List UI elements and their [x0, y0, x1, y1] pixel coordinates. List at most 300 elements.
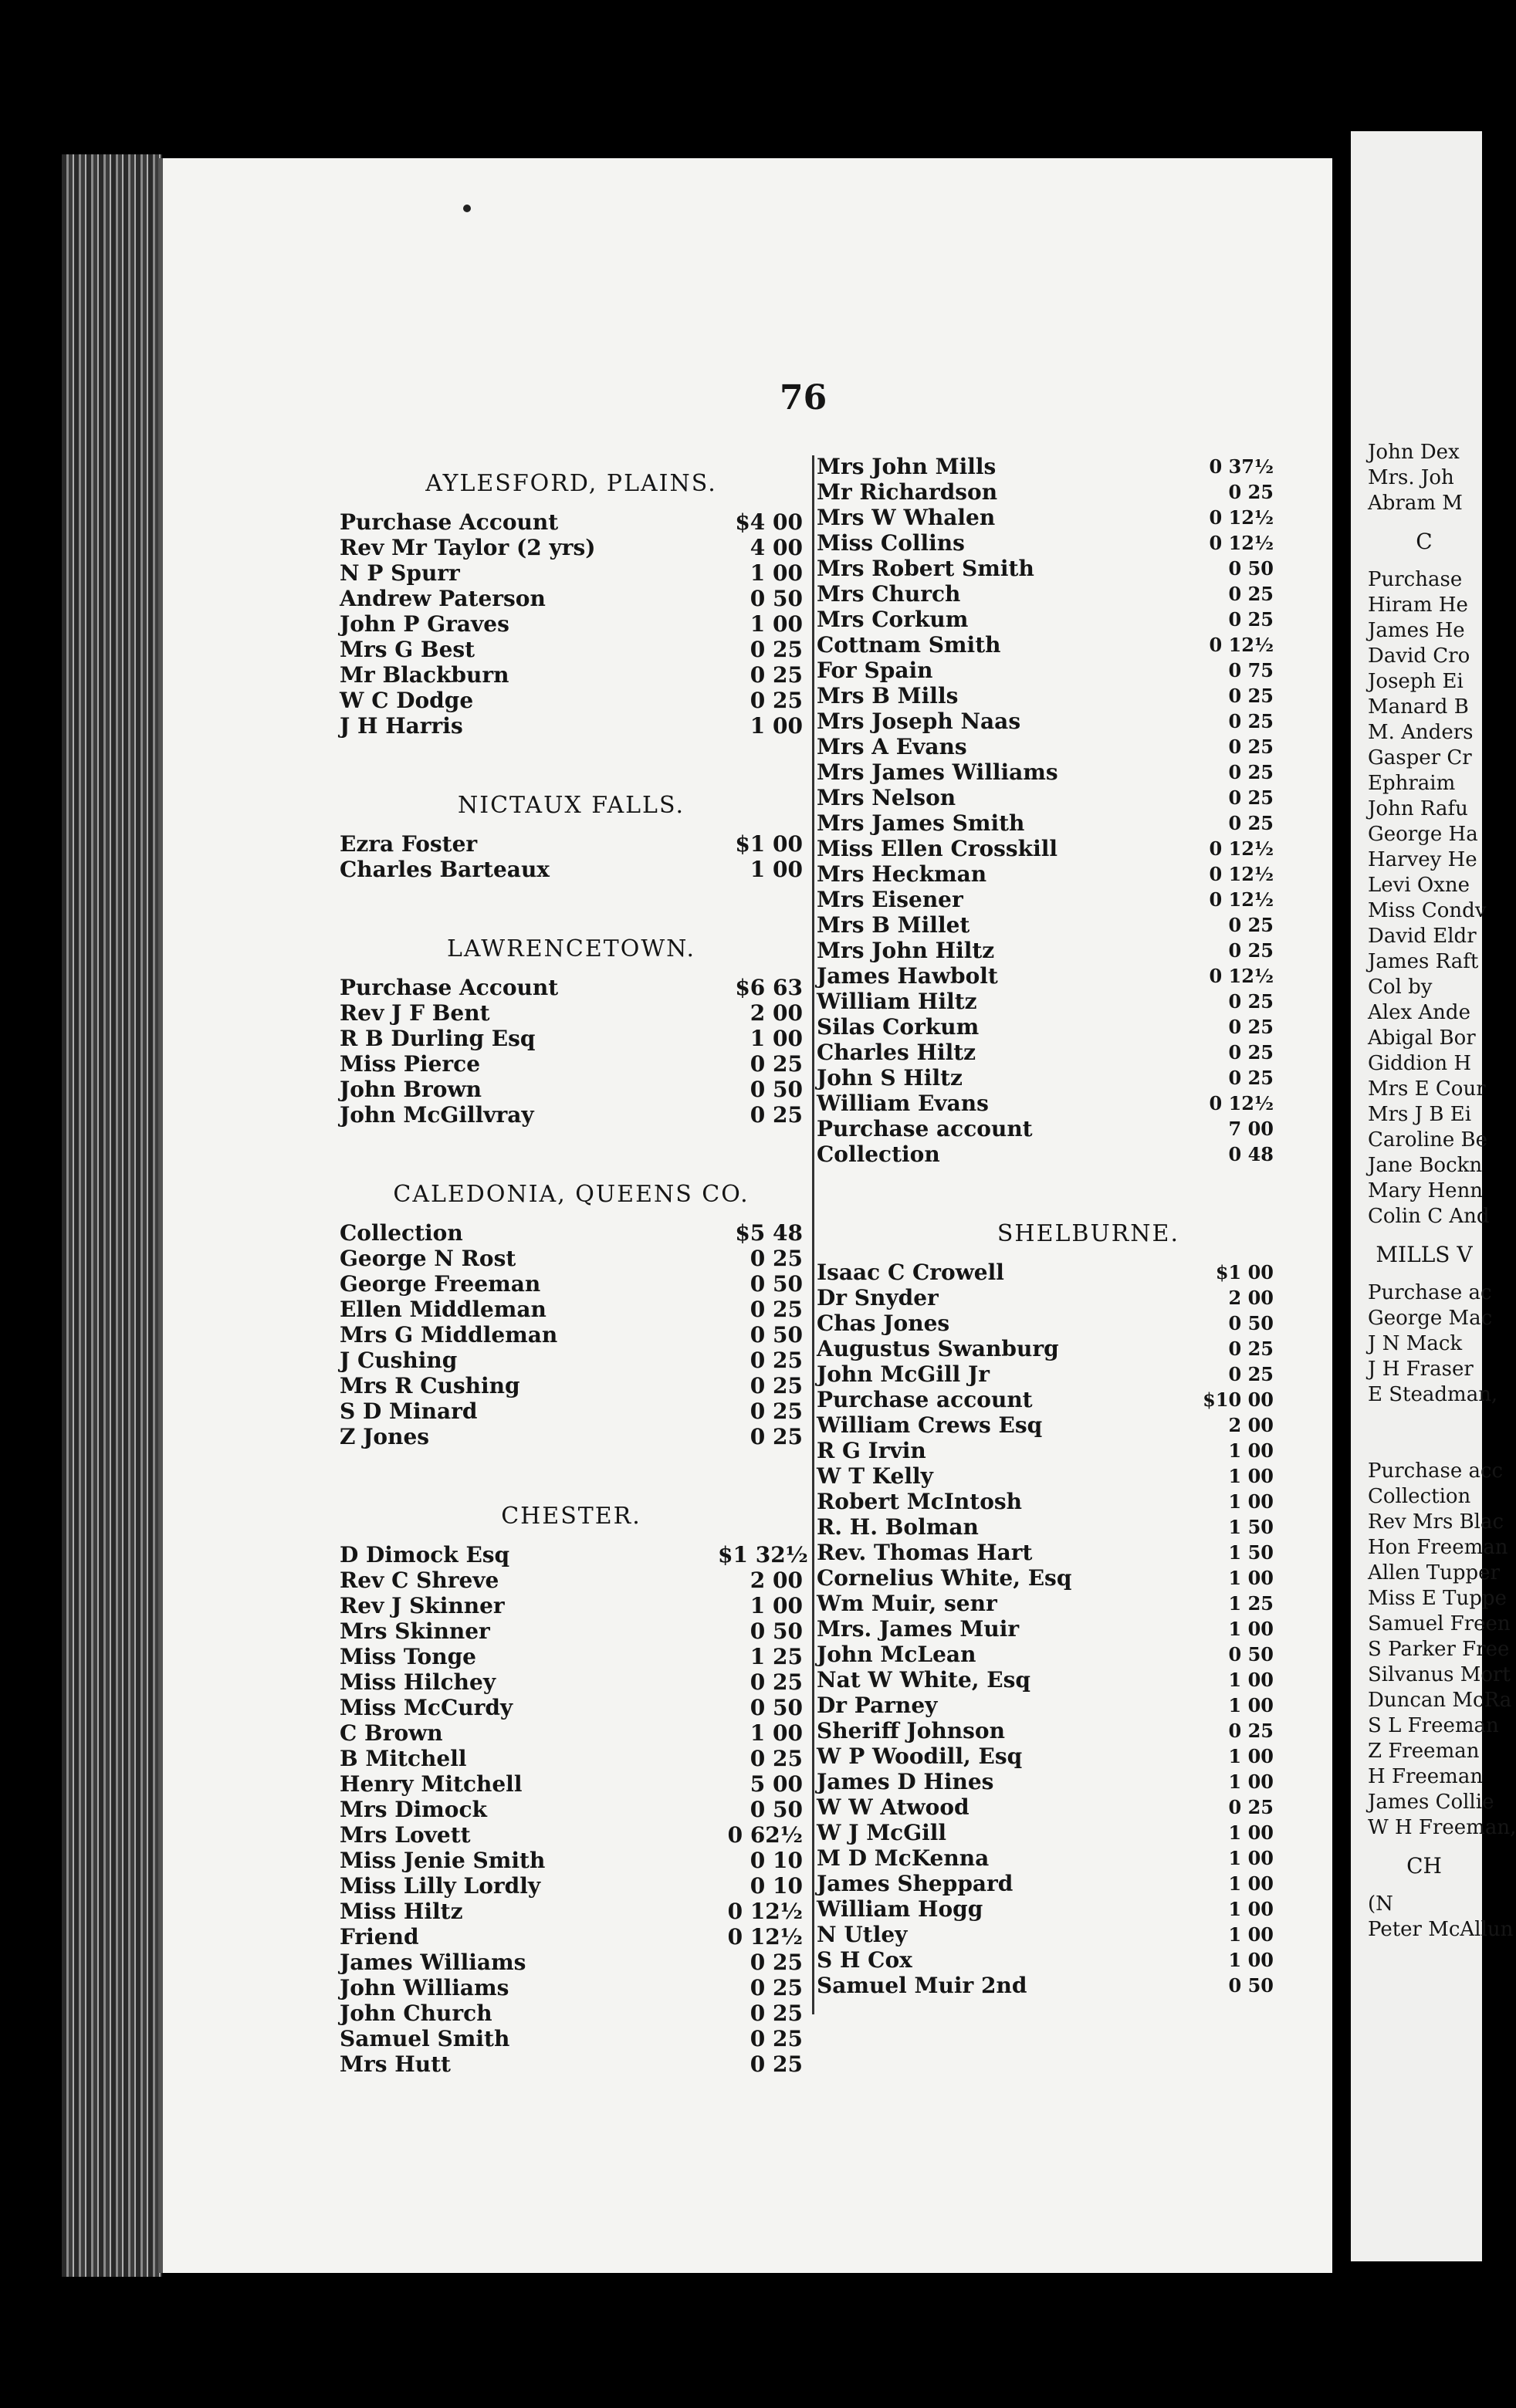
ledger-row — [817, 1820, 1179, 1845]
fragment-row: Harvey He — [1368, 848, 1477, 871]
donor-name: Nat W White, Esq — [817, 1667, 1030, 1693]
donor-name: Z Jones — [340, 1424, 430, 1449]
ledger-row — [817, 1489, 1179, 1514]
donor-name: John McGill Jr — [817, 1361, 990, 1387]
donor-name: Mrs Eisener — [817, 887, 963, 912]
donor-name: Dr Parney — [817, 1693, 938, 1718]
amount: $5 48 — [735, 1220, 803, 1246]
donor-name: Mrs B Mills — [817, 683, 959, 709]
donor-name: Mrs Lovett — [340, 1822, 471, 1848]
fragment-heading — [1351, 1408, 1482, 1459]
fragment-row: Purchase — [1368, 568, 1463, 591]
donor-name: Miss Pierce — [340, 1051, 481, 1077]
amount: 1 00 — [750, 1593, 803, 1618]
amount: 0 25 — [750, 688, 803, 713]
donor-name: Mr Blackburn — [340, 662, 509, 688]
amount: 0 25 — [1228, 939, 1274, 962]
donor-name: Charles Barteaux — [340, 857, 550, 882]
amount: 0 10 — [750, 1848, 803, 1873]
fragment-row: James He — [1368, 619, 1465, 642]
ledger-row — [340, 1771, 803, 1797]
ledger-row — [340, 1950, 803, 1975]
ledger-row — [340, 509, 803, 535]
ledger-row — [340, 831, 803, 857]
donor-name: Mrs Dimock — [340, 1797, 487, 1822]
donor-name: W J McGill — [817, 1820, 947, 1845]
fragment-row: James Raft — [1368, 950, 1479, 973]
amount: 1 50 — [1228, 1541, 1274, 1564]
donor-name: J H Harris — [340, 713, 463, 739]
donor-name: Mrs John Hiltz — [817, 938, 995, 963]
ledger-row — [340, 611, 803, 637]
amount: 0 12½ — [1209, 1092, 1274, 1114]
donor-name: Mrs Skinner — [340, 1618, 490, 1644]
ledger-row — [340, 713, 803, 739]
ledger-row — [817, 938, 1179, 963]
fragment-row: Mrs J B Ei — [1368, 1103, 1472, 1126]
ledger-row — [817, 1922, 1179, 1947]
fragment-heading: CH — [1406, 1853, 1442, 1879]
donor-name: N Utley — [817, 1922, 908, 1947]
ledger-row — [340, 586, 803, 611]
ledger-row — [817, 1565, 1179, 1591]
donor-name: W P Woodill, Esq — [817, 1743, 1023, 1769]
amount: 0 25 — [750, 2051, 803, 2077]
amount: 0 12½ — [727, 1924, 803, 1950]
amount: 0 48 — [1228, 1143, 1274, 1165]
fragment-row: Mrs E Cour — [1368, 1077, 1486, 1101]
ledger-row — [340, 1822, 803, 1848]
ledger-row — [817, 836, 1179, 861]
fragment-row: Jane Bockn — [1368, 1154, 1483, 1177]
amount: 0 25 — [1228, 736, 1274, 758]
donor-name: William Evans — [817, 1091, 989, 1116]
amount: 1 00 — [1228, 1872, 1274, 1895]
ledger-row — [817, 505, 1179, 530]
fragment-row: M. Anders — [1368, 721, 1474, 744]
amount: 0 25 — [750, 2000, 803, 2026]
ledger-row — [817, 963, 1179, 989]
ledger-row — [817, 1285, 1179, 1311]
donor-name: R B Durling Esq — [340, 1026, 536, 1051]
ledger-row — [817, 887, 1179, 912]
ledger-row — [817, 1947, 1179, 1973]
ledger-row — [340, 1848, 803, 1873]
fragment-row: Allen Tupper — [1368, 1561, 1500, 1584]
section-heading: CALEDONIA, QUEENS CO. — [393, 1181, 750, 1208]
ledger-row — [817, 556, 1179, 581]
amount: 0 62½ — [727, 1822, 803, 1848]
donor-name: S D Minard — [340, 1398, 478, 1424]
amount: 0 25 — [750, 662, 803, 688]
amount: $1 00 — [1215, 1261, 1274, 1283]
fragment-row: S Parker Free — [1368, 1638, 1510, 1661]
amount: 0 25 — [750, 1424, 803, 1449]
donor-name: Mrs B Millet — [817, 912, 970, 938]
amount: 1 00 — [750, 1720, 803, 1746]
ledger-row — [340, 1077, 803, 1102]
amount: 0 25 — [1228, 481, 1274, 503]
ledger-row — [817, 632, 1179, 658]
amount: 1 00 — [1228, 1745, 1274, 1767]
amount: 0 25 — [750, 1398, 803, 1424]
donor-name: Mrs James Smith — [817, 810, 1025, 836]
amount: 0 25 — [1228, 583, 1274, 605]
amount: 0 50 — [750, 1271, 803, 1297]
fragment-row: J N Mack — [1368, 1332, 1463, 1355]
amount: 1 00 — [1228, 1949, 1274, 1971]
fragment-row: (N — [1368, 1892, 1393, 1916]
fragment-heading: C — [1416, 529, 1433, 554]
donor-name: Cornelius White, Esq — [817, 1565, 1072, 1591]
amount: 0 12½ — [1209, 506, 1274, 529]
fragment-row: Collection — [1368, 1485, 1471, 1508]
ledger-row — [817, 1141, 1179, 1167]
fragment-row: David Eldr — [1368, 925, 1477, 948]
amount: 0 50 — [1228, 1643, 1274, 1666]
ledger-row — [340, 1271, 803, 1297]
donor-name: Samuel Smith — [340, 2026, 510, 2051]
ledger-row — [817, 759, 1179, 785]
heading-spacer — [1173, 1209, 1274, 1260]
donor-name: Mrs Nelson — [817, 785, 956, 810]
donor-name: Cottnam Smith — [817, 632, 1001, 658]
amount: 0 25 — [1228, 812, 1274, 834]
donor-name: Henry Mitchell — [340, 1771, 523, 1797]
ledger-row — [340, 1720, 803, 1746]
donor-name: Mrs G Middleman — [340, 1322, 558, 1348]
fragment-row: David Cro — [1368, 644, 1470, 668]
ledger-row — [340, 1102, 803, 1128]
amount: 0 25 — [750, 1950, 803, 1975]
amount: 2 00 — [1228, 1287, 1274, 1309]
ledger-row — [817, 658, 1179, 683]
donor-name: Mrs R Cushing — [340, 1373, 520, 1398]
ledger-row — [817, 1693, 1179, 1718]
ledger-row — [817, 912, 1179, 938]
amount: 0 25 — [1228, 1067, 1274, 1089]
amount: 2 00 — [750, 1568, 803, 1593]
donor-name: James Sheppard — [817, 1871, 1013, 1896]
ledger-row — [340, 1542, 808, 1568]
ledger-row — [340, 1373, 803, 1398]
amount: 0 12½ — [1209, 888, 1274, 911]
section-gap — [340, 1449, 803, 1480]
section-heading: LAWRENCETOWN. — [446, 935, 696, 962]
amount: 0 50 — [1228, 557, 1274, 580]
amount: 1 00 — [1228, 1439, 1274, 1462]
donor-name: Mrs. James Muir — [817, 1616, 1020, 1642]
ledger-row — [817, 1014, 1179, 1040]
donor-name: Collection — [817, 1141, 940, 1167]
ledger-row — [340, 1899, 803, 1924]
section-gap — [817, 1167, 1179, 1198]
ink-dot — [463, 205, 471, 212]
amount: 1 00 — [750, 560, 803, 586]
amount: 1 00 — [750, 611, 803, 637]
donor-name: Miss McCurdy — [340, 1695, 513, 1720]
fragment-row: John Rafu — [1368, 797, 1468, 820]
amount: 1 00 — [750, 1026, 803, 1051]
ledger-row — [817, 683, 1179, 709]
fragment-row: Purchase acc — [1368, 1459, 1504, 1483]
amount: 0 25 — [750, 1246, 803, 1271]
amount: 1 25 — [1228, 1592, 1274, 1615]
ledger-row — [340, 1398, 803, 1424]
donor-name: Rev C Shreve — [340, 1568, 499, 1593]
middle-amount-column — [1173, 454, 1274, 1998]
donor-name: Chas Jones — [817, 1311, 950, 1336]
donor-name: B Mitchell — [340, 1746, 467, 1771]
ledger-row — [817, 709, 1179, 734]
section-gap — [340, 1128, 803, 1158]
ledger-row — [340, 2000, 803, 2026]
ledger-row — [340, 2026, 803, 2051]
ledger-row — [817, 734, 1179, 759]
fragment-row: Miss Condv — [1368, 899, 1487, 922]
donor-name: Miss Hilchey — [340, 1669, 496, 1695]
ledger-row — [340, 1924, 803, 1950]
ledger-row — [817, 1973, 1179, 1998]
fragment-row: Silvanus Mort — [1368, 1663, 1511, 1686]
donor-name: S H Cox — [817, 1947, 912, 1973]
amount: 0 25 — [750, 1051, 803, 1077]
ledger-row — [340, 1644, 803, 1669]
amount: 0 25 — [1228, 1338, 1274, 1360]
amount: 1 00 — [1228, 1490, 1274, 1513]
donor-name: D Dimock Esq — [340, 1542, 510, 1568]
fragment-row: Joseph Ei — [1368, 670, 1464, 693]
ledger-row — [817, 1361, 1179, 1387]
fragment-row: Manard B — [1368, 695, 1469, 719]
donor-name: William Hiltz — [817, 989, 977, 1014]
section-gap — [340, 882, 803, 913]
donor-name: Wm Muir, senr — [817, 1591, 997, 1616]
amount: 0 12½ — [1209, 634, 1274, 656]
ledger-row — [817, 785, 1179, 810]
amount: 0 25 — [1228, 608, 1274, 631]
amount: 0 75 — [1228, 659, 1274, 681]
amount: 0 25 — [1228, 1796, 1274, 1818]
donor-name: Mrs Robert Smith — [817, 556, 1034, 581]
donor-name: Mrs W Whalen — [817, 505, 996, 530]
amount: 0 25 — [1228, 685, 1274, 707]
ledger-row — [340, 1797, 803, 1822]
ledger-row — [817, 1540, 1179, 1565]
amount: 0 50 — [1228, 1974, 1274, 1997]
ledger-row — [340, 1695, 803, 1720]
fragment-row: James Collie — [1368, 1791, 1494, 1814]
ledger-row — [817, 1065, 1179, 1091]
ledger-row — [817, 1667, 1179, 1693]
amount: 0 25 — [750, 637, 803, 662]
section-gap — [340, 2077, 803, 2108]
donor-name: J Cushing — [340, 1348, 458, 1373]
amount: 0 50 — [750, 1077, 803, 1102]
donor-name: James Hawbolt — [817, 963, 998, 989]
donor-name: William Hogg — [817, 1896, 983, 1922]
donor-name: W C Dodge — [340, 688, 474, 713]
ledger-row — [817, 1514, 1179, 1540]
amount: 0 50 — [750, 1797, 803, 1822]
donor-name: John P Graves — [340, 611, 509, 637]
fragment-row: Levi Oxne — [1368, 874, 1470, 897]
fragment-row: Hon Freeman — [1368, 1536, 1508, 1559]
ledger-row — [340, 1618, 803, 1644]
donor-name: Rev J F Bent — [340, 1000, 490, 1026]
amount: 0 25 — [1228, 761, 1274, 783]
amount: 0 25 — [1228, 1720, 1274, 1742]
amount: 1 50 — [1228, 1516, 1274, 1538]
donor-name: Silas Corkum — [817, 1014, 980, 1040]
fragment-row: Samuel Freen — [1368, 1612, 1511, 1635]
donor-name: Mrs Hutt — [340, 2051, 451, 2077]
amount: 0 12½ — [1209, 837, 1274, 860]
ledger-row — [817, 989, 1179, 1014]
fragment-row: George Ha — [1368, 823, 1478, 846]
ledger-row — [817, 1091, 1179, 1116]
donor-name: John McLean — [817, 1642, 976, 1667]
amount: 0 25 — [1228, 1041, 1274, 1064]
donor-name: Mrs G Best — [340, 637, 475, 662]
amount: 0 25 — [750, 1297, 803, 1322]
donor-name: W W Atwood — [817, 1794, 969, 1820]
middle-column — [817, 454, 1179, 1998]
ledger-row — [817, 1642, 1179, 1667]
donor-name: Miss Hiltz — [340, 1899, 463, 1924]
amount: 0 12½ — [727, 1899, 803, 1924]
amount: 0 50 — [750, 1618, 803, 1644]
fragment-row: Col by — [1368, 976, 1433, 999]
amount: $10 00 — [1203, 1388, 1274, 1411]
amount: 1 00 — [1228, 1465, 1274, 1487]
fragment-row: John Dex — [1368, 441, 1460, 464]
fragment-row: S L Freeman — [1368, 1714, 1499, 1737]
amount: 1 00 — [1228, 1618, 1274, 1640]
amount: 1 00 — [1228, 1821, 1274, 1844]
amount: 2 00 — [750, 1000, 803, 1026]
fragment-row: George Mac — [1368, 1307, 1493, 1330]
donor-name: Miss Collins — [817, 530, 965, 556]
amount: 0 25 — [1228, 710, 1274, 732]
donor-name: Miss Ellen Crosskill — [817, 836, 1057, 861]
ledger-row — [340, 1424, 803, 1449]
donor-name: C Brown — [340, 1720, 443, 1746]
donor-name: John Williams — [340, 1975, 509, 2000]
donor-name: Mrs A Evans — [817, 734, 967, 759]
ledger-row — [817, 1438, 1179, 1463]
ledger-row — [817, 1794, 1179, 1820]
donor-name: William Crews Esq — [817, 1412, 1043, 1438]
donor-name: Miss Tonge — [340, 1644, 476, 1669]
amount: 1 25 — [750, 1644, 803, 1669]
donor-name: Miss Jenie Smith — [340, 1848, 546, 1873]
section-gap — [1173, 1167, 1274, 1198]
amount: 0 50 — [750, 1322, 803, 1348]
amount: 0 37½ — [1209, 455, 1274, 478]
ledger-row — [817, 1769, 1179, 1794]
fragment-row: J H Fraser — [1368, 1358, 1474, 1381]
donor-name: Purchase Account — [340, 975, 559, 1000]
amount: 4 00 — [750, 535, 803, 560]
ledger-row — [817, 454, 1179, 479]
ledger-row — [340, 637, 803, 662]
amount: $1 00 — [735, 831, 803, 857]
amount: 0 25 — [1228, 1016, 1274, 1038]
page-number: 76 — [780, 378, 827, 418]
amount: 1 00 — [1228, 1694, 1274, 1716]
fragment-row: Giddion H — [1368, 1052, 1472, 1075]
column-divider — [812, 455, 814, 2014]
amount: 0 25 — [750, 1746, 803, 1771]
fragment-row: Miss E Tuppe — [1368, 1587, 1507, 1610]
donor-name: R. H. Bolman — [817, 1514, 979, 1540]
donor-name: Miss Lilly Lordly — [340, 1873, 541, 1899]
fragment-row: Alex Ande — [1368, 1001, 1470, 1024]
donor-name: James D Hines — [817, 1769, 994, 1794]
donor-name: John McGillvray — [340, 1102, 534, 1128]
fragment-row: Purchase ac — [1368, 1281, 1492, 1304]
donor-name: Mrs James Williams — [817, 759, 1058, 785]
ledger-row — [340, 1026, 803, 1051]
ledger-row — [340, 560, 803, 586]
facing-page-list — [1351, 131, 1516, 1943]
ledger-row — [340, 535, 803, 560]
donor-name: Augustus Swanburg — [817, 1336, 1059, 1361]
fragment-row: Z Freeman — [1368, 1740, 1480, 1763]
donor-name: Charles Hiltz — [817, 1040, 976, 1065]
ledger-row — [340, 662, 803, 688]
amount: $6 63 — [735, 975, 803, 1000]
ledger-row — [340, 1568, 803, 1593]
ledger-row — [340, 975, 803, 1000]
ledger-row — [817, 1116, 1179, 1141]
donor-name: Mrs Corkum — [817, 607, 969, 632]
fragment-row: Mary Henn — [1368, 1179, 1484, 1202]
ledger-row — [817, 581, 1179, 607]
ledger-row — [340, 1746, 803, 1771]
donor-name: Purchase account — [817, 1116, 1033, 1141]
amount: 5 00 — [750, 1771, 803, 1797]
amount: $1 32½ — [718, 1542, 808, 1568]
section-heading: NICTAUX FALLS. — [457, 792, 685, 819]
fragment-row: Abigal Bor — [1368, 1026, 1476, 1050]
amount: 0 25 — [750, 1348, 803, 1373]
fragment-row: Mrs. Joh — [1368, 466, 1454, 489]
amount: 0 12½ — [1209, 863, 1274, 885]
section-heading: SHELBURNE. — [997, 1220, 1179, 1247]
ledger-row — [817, 861, 1179, 887]
fragment-row: Abram M — [1368, 492, 1463, 515]
ledger-row — [340, 1322, 803, 1348]
amount: 1 00 — [750, 857, 803, 882]
ledger-row — [340, 688, 803, 713]
ledger-row — [340, 1246, 803, 1271]
ledger-row — [340, 1000, 803, 1026]
donor-name: Isaac C Crowell — [817, 1260, 1004, 1285]
ledger-row — [817, 1616, 1179, 1642]
amount: 0 25 — [1228, 914, 1274, 936]
amount: 1 00 — [1228, 1669, 1274, 1691]
donor-name: Mrs Joseph Naas — [817, 709, 1021, 734]
donor-name: John S Hiltz — [817, 1065, 963, 1091]
donor-name: Samuel Muir 2nd — [817, 1973, 1027, 1998]
fragment-row: H Freeman — [1368, 1765, 1484, 1788]
section-heading: AYLESFORD, PLAINS. — [425, 470, 717, 497]
amount: 2 00 — [1228, 1414, 1274, 1436]
fragment-row: Caroline Be — [1368, 1128, 1487, 1152]
ledger-row — [340, 1593, 803, 1618]
